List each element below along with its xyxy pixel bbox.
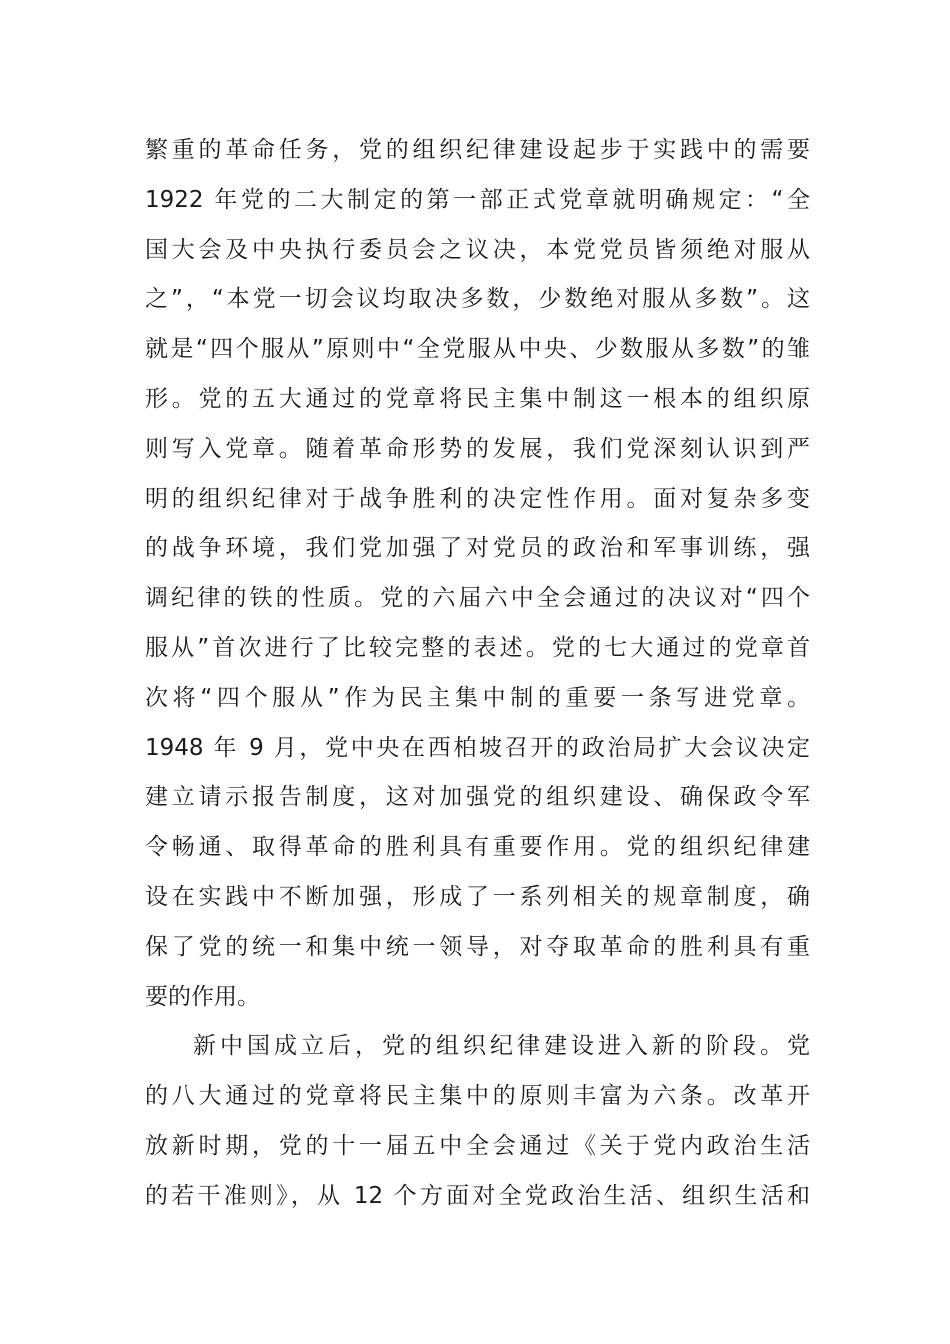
text-line: 国大会及中央执行委员会之议决，本党党员皆须绝对服从 [145,236,810,263]
text-line: 明的组织纪律对于战争胜利的决定性作用。面对复杂多变 [145,485,810,512]
text-line: 令畅通、取得革命的胜利具有重要作用。党的组织纪律建 [145,834,810,861]
paragraph-1 [145,126,810,1022]
text-line: 次将“四个服从”作为民主集中制的重要一条写进党章。 [145,684,810,711]
text-line: 新中国成立后，党的组织纪律建设进入新的阶段。党 [193,1033,810,1060]
text-line: 的若干准则》，从 12 个方面对全党政治生活、组织生活和 [145,1182,810,1209]
text-line: 建立请示报告制度，这对加强党的组织建设、确保政令军 [145,784,810,811]
text-line: 要的作用。 [145,983,260,1010]
paragraph-2 [145,1022,810,1221]
text-line: 设在实践中不断加强，形成了一系列相关的规章制度，确 [145,883,810,910]
text-line: 1948 年 9 月，党中央在西柏坡召开的政治局扩大会议决定 [145,734,810,761]
text-line: 的八大通过的党章将民主集中的原则丰富为六条。改革开 [145,1083,810,1110]
text-line: 1922 年党的二大制定的第一部正式党章就明确规定：“全 [145,186,810,213]
text-line: 形。党的五大通过的党章将民主集中制这一根本的组织原 [145,385,810,412]
text-line: 则写入党章。随着革命形势的发展，我们党深刻认识到严 [145,435,810,462]
text-line: 服从”首次进行了比较完整的表述。党的七大通过的党章首 [145,634,810,661]
text-line: 繁重的革命任务，党的组织纪律建设起步于实践中的需要 [145,137,810,163]
text-line: 就是“四个服从”原则中“全党服从中央、少数服从多数”的雏 [145,336,810,363]
text-line: 调纪律的铁的性质。党的六届六中全会通过的决议对“四个 [145,585,810,612]
text-line: 保了党的统一和集中统一领导，对夺取革命的胜利具有重 [145,933,810,960]
text-line: 的战争环境，我们党加强了对党员的政治和军事训练，强 [145,535,810,562]
text-line: 之”，“本党一切会议均取决多数，少数绝对服从多数”。这 [145,286,810,313]
text-line: 放新时期，党的十一届五中全会通过《关于党内政治生活 [145,1132,810,1159]
document-body [145,126,810,1222]
